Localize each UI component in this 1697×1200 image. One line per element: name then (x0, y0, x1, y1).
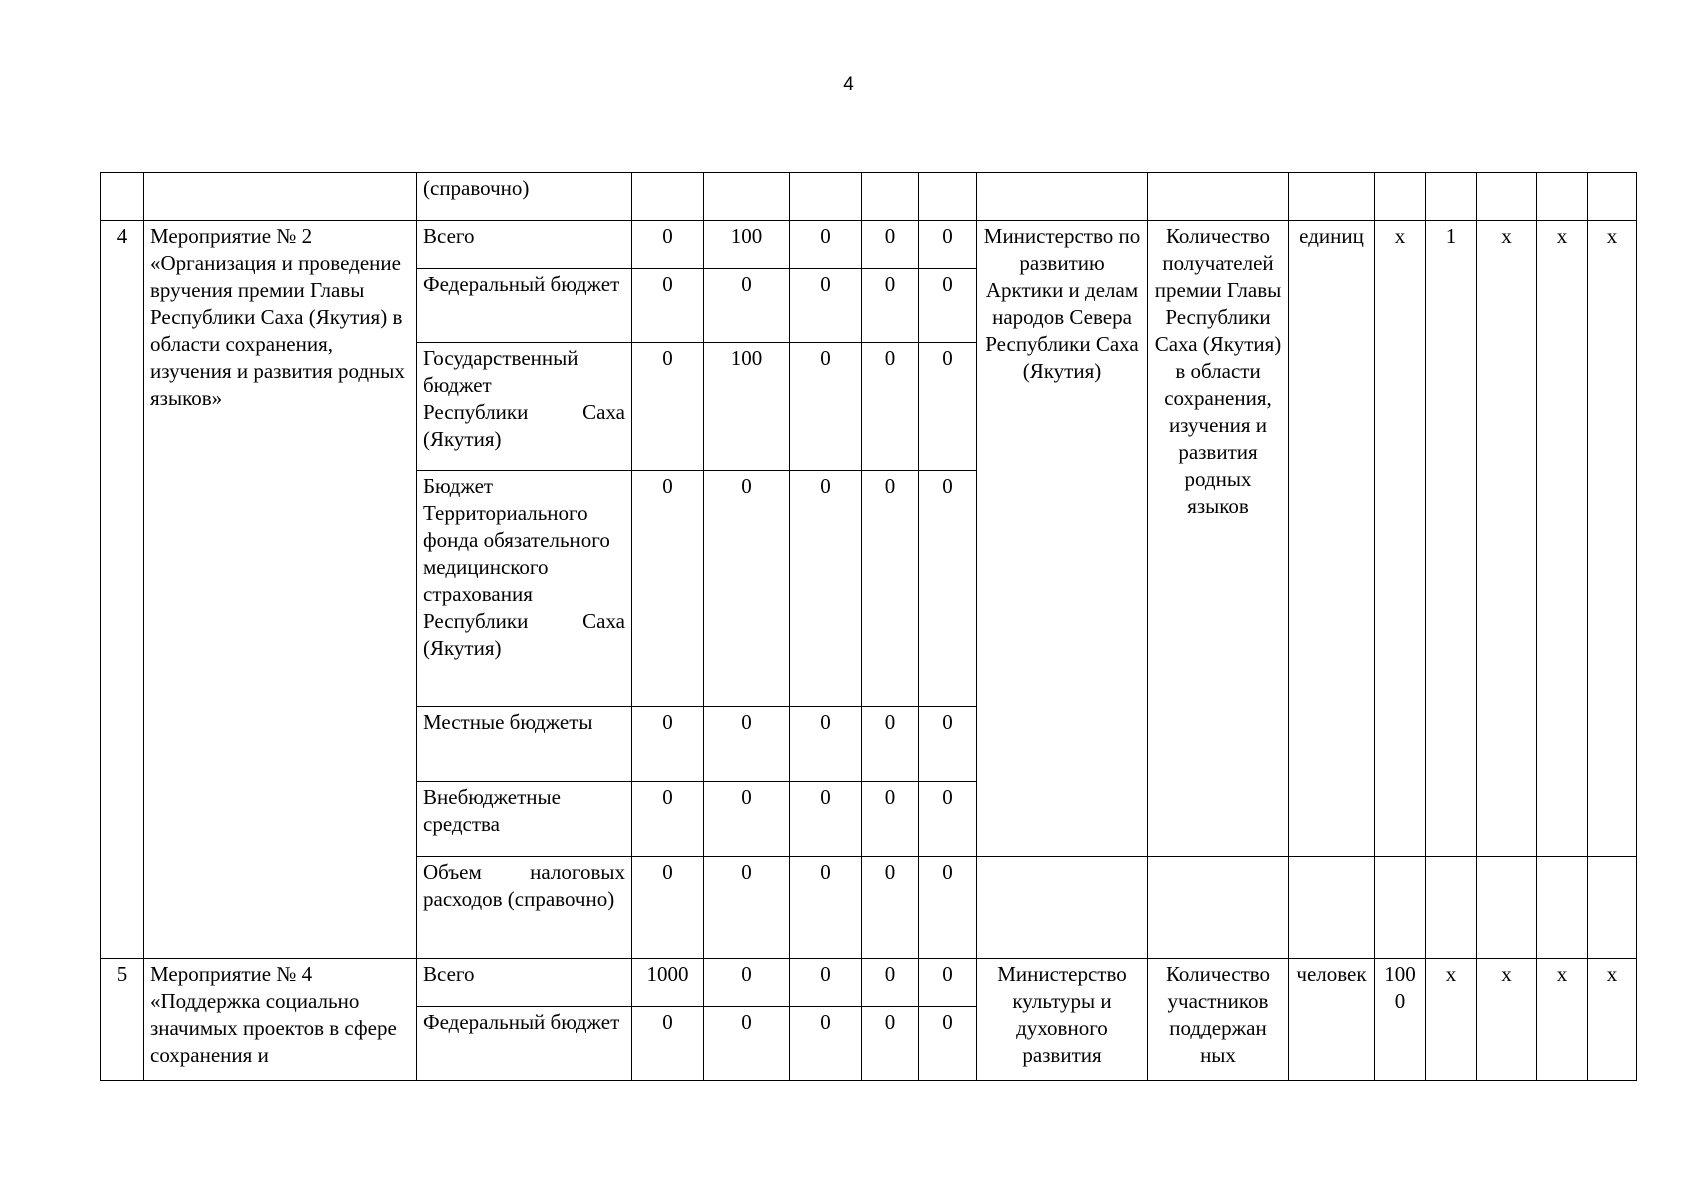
source-label-line: расходов (справочно) (423, 887, 615, 911)
cell-empty (977, 857, 1148, 959)
source-label: (справочно) (417, 173, 632, 221)
value-cell: 100 (704, 343, 790, 471)
value-cell: 0 (632, 857, 704, 959)
source-label: Всего (417, 221, 632, 269)
value-cell: 0 (790, 782, 862, 857)
value-cell: 0 (862, 343, 919, 471)
indicator: Количество участников поддержан ных (1148, 959, 1289, 1081)
value-cell: 0 (919, 1007, 977, 1081)
value-cell: 0 (862, 1007, 919, 1081)
value-cell: 0 (862, 782, 919, 857)
cell-empty (1375, 173, 1426, 221)
value-cell: 0 (790, 959, 862, 1007)
program-events-table (100, 172, 1637, 1081)
cell-empty (1148, 173, 1289, 221)
cell-empty (1289, 857, 1375, 959)
row-number: 4 (101, 221, 144, 959)
cell-empty (1537, 857, 1588, 959)
value-cell: 0 (919, 343, 977, 471)
value-cell: 0 (790, 1007, 862, 1081)
cell-empty (1477, 173, 1537, 221)
source-label-line: Бюджет Территориального фонда обязательного медицинского страхования (423, 474, 610, 606)
source-label-line: Республики Саха (423, 609, 625, 633)
page-number: 4 (843, 74, 854, 95)
value-cell: 0 (632, 782, 704, 857)
source-label-line: (Якутия) (423, 636, 502, 660)
value-cell: 0 (704, 1007, 790, 1081)
indicator-value: х (1537, 221, 1588, 857)
value-cell: 0 (919, 471, 977, 707)
indicator-value: х (1588, 221, 1637, 857)
indicator-value: 1000 (1375, 959, 1426, 1081)
indicator-value: х (1537, 959, 1588, 1081)
indicator-value: х (1426, 959, 1477, 1081)
indicator-value: 1 (1426, 221, 1477, 857)
value-cell: 0 (790, 269, 862, 343)
cell-empty (862, 173, 919, 221)
unit: единиц (1289, 221, 1375, 857)
cell-empty (1426, 857, 1477, 959)
source-label-line: Объем налоговых (423, 860, 625, 884)
table-row (101, 959, 1637, 1007)
cell-empty (704, 173, 790, 221)
value-cell: 0 (790, 343, 862, 471)
executor: Министерство культуры и духовного развития (977, 959, 1148, 1081)
cell-empty (790, 173, 862, 221)
cell-empty (1289, 173, 1375, 221)
value-cell: 0 (632, 707, 704, 782)
cell-empty (1537, 173, 1588, 221)
source-label: Федеральный бюджет (417, 1007, 632, 1081)
source-label (417, 857, 632, 959)
source-label: Федеральный бюджет (417, 269, 632, 343)
indicator-value: х (1375, 221, 1426, 857)
cell-empty (1588, 173, 1637, 221)
value-cell: 0 (704, 959, 790, 1007)
event-name: Мероприятие № 2 «Организация и проведение вручения премии Главы Республики Саха (Якутия) в области сохранения, изучения и развития родных языков» (144, 221, 417, 959)
value-cell: 0 (919, 857, 977, 959)
source-label-line: (Якутия) (423, 427, 502, 451)
cell-empty (144, 173, 417, 221)
table-row (101, 221, 1637, 269)
cell-empty (1426, 173, 1477, 221)
value-cell: 0 (632, 343, 704, 471)
value-cell: 0 (632, 1007, 704, 1081)
value-cell: 100 (704, 221, 790, 269)
cell-empty (1375, 857, 1426, 959)
source-label: Местные бюджеты (417, 707, 632, 782)
cell-empty (101, 173, 144, 221)
value-cell: 0 (919, 269, 977, 343)
unit: человек (1289, 959, 1375, 1081)
value-cell: 0 (919, 707, 977, 782)
value-cell: 0 (704, 857, 790, 959)
row-number: 5 (101, 959, 144, 1081)
value-cell: 0 (862, 857, 919, 959)
cell-empty (632, 173, 704, 221)
value-cell: 0 (632, 269, 704, 343)
source-label-line: Государственный бюджет (423, 346, 579, 397)
source-label (417, 471, 632, 707)
value-cell: 0 (862, 221, 919, 269)
value-cell: 0 (862, 269, 919, 343)
cell-empty (977, 173, 1148, 221)
value-cell: 0 (919, 221, 977, 269)
indicator: Количество получателей премии Главы Республики Саха (Якутия) в области сохранения, изучения и развития родных языков (1148, 221, 1289, 857)
value-cell: 0 (862, 707, 919, 782)
table-row (101, 173, 1637, 221)
indicator-value: х (1588, 959, 1637, 1081)
indicator-value: х (1477, 959, 1537, 1081)
cell-empty (1588, 857, 1637, 959)
source-label-line: Республики Саха (423, 400, 625, 424)
value-cell: 0 (632, 471, 704, 707)
value-cell: 0 (919, 959, 977, 1007)
value-cell: 0 (919, 782, 977, 857)
executor: Министерство по развитию Арктики и делам народов Севера Республики Саха (Якутия) (977, 221, 1148, 857)
source-label: Всего (417, 959, 632, 1007)
value-cell: 0 (704, 269, 790, 343)
cell-empty (1148, 857, 1289, 959)
event-name: Мероприятие № 4 «Поддержка социально значимых проектов в сфере сохранения и (144, 959, 417, 1081)
value-cell: 0 (862, 959, 919, 1007)
value-cell: 0 (632, 221, 704, 269)
value-cell: 0 (704, 707, 790, 782)
value-cell: 0 (790, 857, 862, 959)
value-cell: 0 (790, 707, 862, 782)
value-cell: 0 (704, 471, 790, 707)
source-label: Внебюджетные средства (417, 782, 632, 857)
value-cell: 0 (790, 221, 862, 269)
cell-empty (1477, 857, 1537, 959)
value-cell: 0 (704, 782, 790, 857)
source-label (417, 343, 632, 471)
value-cell: 0 (862, 471, 919, 707)
cell-empty (919, 173, 977, 221)
value-cell: 1000 (632, 959, 704, 1007)
indicator-value: х (1477, 221, 1537, 857)
value-cell: 0 (790, 471, 862, 707)
